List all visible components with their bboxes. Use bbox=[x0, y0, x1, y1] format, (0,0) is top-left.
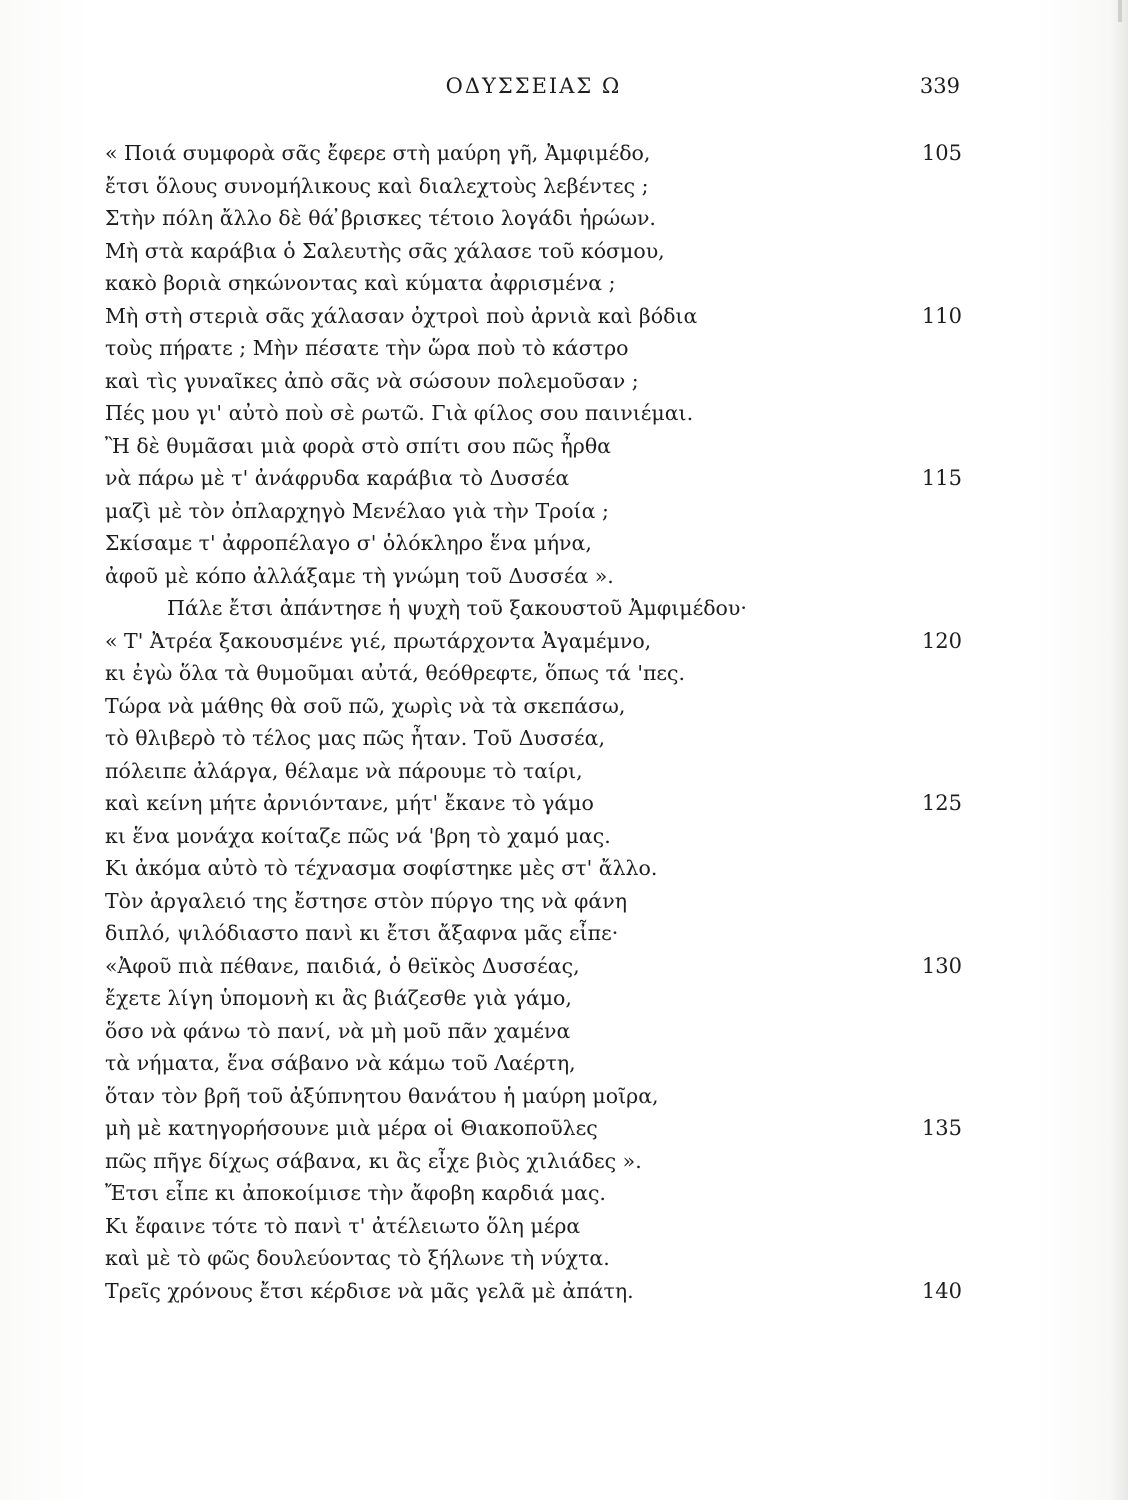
verse-text: πόλειπε ἀλάργα, θέλαμε νὰ πάρουμε τὸ ταίρι, bbox=[105, 758, 583, 783]
verse-text: κι ἐγὼ ὅλα τὰ θυμοῦμαι αὐτά, θεόθρεφτε, ὅπως τά 'πες. bbox=[105, 661, 686, 685]
verse-line bbox=[105, 592, 962, 625]
verse-line bbox=[105, 1275, 962, 1308]
verse-text: καὶ κείνη μήτε ἀρνιόντανε, μήτ' ἔκανε τὸ γάμο bbox=[105, 791, 594, 815]
verse-line bbox=[105, 1080, 962, 1113]
verse-line bbox=[105, 202, 962, 235]
verse-text: Ἢ δὲ θυμᾶσαι μιὰ φορὰ στὸ σπίτι σου πῶς ἦρθα bbox=[105, 433, 612, 458]
verse-text: Τρεῖς χρόνους ἔτσι κέρδισε νὰ μᾶς γελᾶ μὲ ἀπάτη. bbox=[105, 1278, 634, 1303]
verse-line bbox=[105, 657, 962, 690]
page-header bbox=[105, 74, 962, 114]
verse-line bbox=[105, 1047, 962, 1080]
verse-text: ὅσο νὰ φάνω τὸ πανί, νὰ μὴ μοῦ πᾶν χαμένα bbox=[105, 1018, 571, 1043]
verse-text: «Ἀφοῦ πιὰ πέθανε, παιδιά, ὁ θεϊκὸς Δυσσέας, bbox=[105, 953, 580, 978]
verse-line bbox=[105, 527, 962, 560]
verse-text: μαζὶ μὲ τὸν ὀπλαρχηγὸ Μενέλαο γιὰ τὴν Τροία ; bbox=[105, 498, 609, 523]
verse-line bbox=[105, 950, 962, 983]
verse-line bbox=[105, 495, 962, 528]
verse-text: ὅταν τὸν βρῆ τοῦ ἀξύπνητου θανάτου ἡ μαύρη μοῖρα, bbox=[105, 1083, 659, 1108]
verse-line bbox=[105, 722, 962, 755]
verse-text: ἀφοῦ μὲ κόπο ἀλλάξαμε τὴ γνώμη τοῦ Δυσσέα ». bbox=[105, 563, 614, 588]
verse-line bbox=[105, 820, 962, 853]
line-number: 125 bbox=[921, 791, 962, 815]
verse-text: Ἔτσι εἶπε κι ἀποκοίμισε τὴν ἄφοβη καρδιά μας. bbox=[105, 1181, 606, 1205]
line-number: 140 bbox=[921, 1278, 962, 1303]
verse-line bbox=[105, 885, 962, 918]
verse-text: Στὴν πόλη ἄλλο δὲ θά ̓βρισκες τέτοιο λογάδι ἡρώων. bbox=[105, 206, 656, 230]
verse-text: Σκίσαμε τ' ἀφροπέλαγο σ' ὁλόκληρο ἕνα μήνα, bbox=[105, 531, 592, 555]
verse-line bbox=[105, 267, 962, 300]
verse-block bbox=[105, 137, 962, 1307]
verse-line bbox=[105, 1242, 962, 1275]
line-number: 110 bbox=[921, 303, 962, 328]
verse-line bbox=[105, 755, 962, 788]
verse-line bbox=[105, 1210, 962, 1243]
verse-line bbox=[105, 365, 962, 398]
verse-text: κι ἕνα μονάχα κοίταζε πῶς νά 'βρη τὸ χαμό μας. bbox=[105, 823, 611, 848]
verse-line bbox=[105, 430, 962, 463]
verse-text: τοὺς πήρατε ; Μὴν πέσατε τὴν ὥρα ποὺ τὸ κάστρο bbox=[105, 336, 629, 360]
verse-line bbox=[105, 1112, 962, 1145]
verse-line bbox=[105, 1015, 962, 1048]
verse-line bbox=[105, 917, 962, 950]
verse-text: Πές μου γι' αὐτὸ ποὺ σὲ ρωτῶ. Γιὰ φίλος σου παινιέμαι. bbox=[105, 401, 694, 425]
verse-line bbox=[105, 1177, 962, 1210]
line-number: 120 bbox=[921, 628, 962, 653]
page-number: 339 bbox=[919, 74, 960, 98]
line-number: 130 bbox=[921, 953, 962, 978]
verse-line bbox=[105, 1145, 962, 1178]
running-title: ΟΔΥΣΣΕΙΑΣ Ω bbox=[445, 74, 622, 98]
line-number: 135 bbox=[921, 1116, 962, 1140]
scan-corner-mark bbox=[1118, 0, 1122, 22]
verse-text: καὶ μὲ τὸ φῶς δουλεύοντας τὸ ξήλωνε τὴ νύχτα. bbox=[105, 1246, 610, 1270]
verse-line bbox=[105, 137, 962, 170]
verse-line bbox=[105, 462, 962, 495]
line-number: 115 bbox=[921, 466, 962, 490]
verse-text: Μὴ στὰ καράβια ὁ Σαλευτὴς σᾶς χάλασε τοῦ κόσμου, bbox=[105, 238, 665, 263]
verse-line bbox=[105, 170, 962, 203]
verse-line bbox=[105, 787, 962, 820]
verse-text: Τώρα νὰ μάθης θὰ σοῦ πῶ, χωρὶς νὰ τὰ σκεπάσω, bbox=[105, 693, 626, 718]
verse-text: Τὸν ἀργαλειό της ἔστησε στὸν πύργο της νὰ φάνη bbox=[105, 888, 627, 913]
verse-text: καὶ τὶς γυναῖκες ἀπὸ σᾶς νὰ σώσουν πολεμοῦσαν ; bbox=[105, 368, 639, 393]
verse-text: Κι ἀκόμα αὐτὸ τὸ τέχνασμα σοφίστηκε μὲς στ' ἄλλο. bbox=[105, 856, 658, 880]
verse-text: πῶς πῆγε δίχως σάβανα, κι ἂς εἶχε βιὸς χιλιάδες ». bbox=[105, 1148, 642, 1173]
verse-line bbox=[105, 397, 962, 430]
verse-text: Κι ἔφαινε τότε τὸ πανὶ τ' ἀτέλειωτο ὅλη μέρα bbox=[105, 1213, 581, 1238]
verse-line bbox=[105, 560, 962, 593]
verse-text: Πάλε ἔτσι ἀπάντησε ἡ ψυχὴ τοῦ ξακουστοῦ Ἀμφιμέδου· bbox=[167, 596, 747, 620]
verse-line bbox=[105, 300, 962, 333]
verse-text: Μὴ στὴ στεριὰ σᾶς χάλασαν ὀχτροὶ ποὺ ἀρνιὰ καὶ βόδια bbox=[105, 303, 698, 328]
verse-line bbox=[105, 332, 962, 365]
verse-text: « Ποιά συμφορὰ σᾶς ἔφερε στὴ μαύρη γῆ, Ἀμφιμέδο, bbox=[105, 141, 651, 165]
verse-text: ἔτσι ὅλους συνομήλικους καὶ διαλεχτοὺς λεβέντες ; bbox=[105, 173, 649, 198]
verse-text: νὰ πάρω μὲ τ' ἀνάφρυδα καράβια τὸ Δυσσέα bbox=[105, 466, 570, 490]
verse-text: διπλό, ψιλόδιαστο πανὶ κι ἔτσι ἄξαφνα μᾶς εἶπε· bbox=[105, 921, 619, 945]
verse-text: ἔχετε λίγη ὑπομονὴ κι ἂς βιάζεσθε γιὰ γάμο, bbox=[105, 986, 572, 1010]
verse-line bbox=[105, 690, 962, 723]
verse-text: μὴ μὲ κατηγορήσουνε μιὰ μέρα οἱ Θιακοποῦλες bbox=[105, 1116, 598, 1140]
verse-text: τὰ νήματα, ἕνα σάβανο νὰ κάμω τοῦ Λαέρτη, bbox=[105, 1051, 576, 1075]
verse-line bbox=[105, 625, 962, 658]
page-edge-shadow bbox=[1110, 0, 1128, 1500]
line-number: 105 bbox=[921, 141, 962, 165]
verse-text: « Τ' Ἀτρέα ξακουσμένε γιέ, πρωτάρχοντα Ἀγαμέμνο, bbox=[105, 628, 652, 653]
verse-text: κακὸ βοριὰ σηκώνοντας καὶ κύματα ἀφρισμένα ; bbox=[105, 271, 616, 295]
verse-line bbox=[105, 982, 962, 1015]
verse-line bbox=[105, 852, 962, 885]
verse-line bbox=[105, 235, 962, 268]
verse-text: τὸ θλιβερὸ τὸ τέλος μας πῶς ἦταν. Τοῦ Δυσσέα, bbox=[105, 726, 605, 750]
